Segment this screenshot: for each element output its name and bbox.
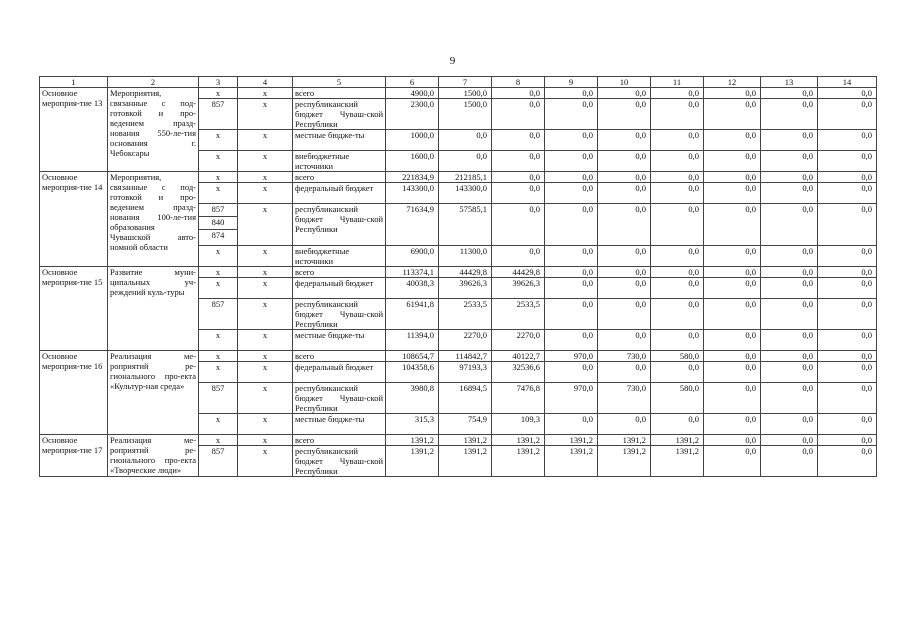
amount-cell: 0,0 bbox=[704, 267, 761, 278]
code-value: x bbox=[215, 278, 221, 288]
amount-cell: 730,0 bbox=[598, 383, 651, 414]
amount-cell: 0,0 bbox=[704, 414, 761, 435]
code-cell bbox=[199, 446, 238, 477]
amount-cell: 0,0 bbox=[492, 151, 545, 172]
section-code-cell: x bbox=[238, 351, 293, 362]
amount-cell: 0,0 bbox=[598, 267, 651, 278]
amount-cell: 0,0 bbox=[761, 151, 818, 172]
table-row bbox=[40, 88, 877, 99]
code-cell bbox=[199, 362, 238, 383]
amount-cell: 0,0 bbox=[818, 351, 877, 362]
amount-cell: 2270,0 bbox=[439, 330, 492, 351]
funding-source-cell: внебюджетные источники bbox=[293, 151, 386, 172]
funding-source-cell: местные бюдже-ты bbox=[293, 330, 386, 351]
amount-cell: 0,0 bbox=[818, 330, 877, 351]
section-code-cell: x bbox=[238, 446, 293, 477]
amount-cell: 1391,2 bbox=[386, 446, 439, 477]
code-cell bbox=[199, 130, 238, 151]
amount-cell: 1600,0 bbox=[386, 151, 439, 172]
code-value: x bbox=[215, 330, 221, 340]
amount-cell: 0,0 bbox=[761, 246, 818, 267]
funding-source-cell: всего bbox=[293, 351, 386, 362]
header-cell: 4 bbox=[238, 77, 293, 88]
amount-cell: 0,0 bbox=[651, 330, 704, 351]
amount-cell: 0,0 bbox=[651, 246, 704, 267]
section-code-cell: x bbox=[238, 204, 293, 246]
amount-cell: 0,0 bbox=[818, 362, 877, 383]
amount-cell: 0,0 bbox=[598, 99, 651, 130]
amount-cell: 2300,0 bbox=[386, 99, 439, 130]
code-value: x bbox=[215, 414, 221, 424]
amount-cell: 0,0 bbox=[545, 88, 598, 99]
measure-name-cell: Основное мероприя-тие 15 bbox=[40, 267, 108, 351]
amount-cell: 0,0 bbox=[651, 130, 704, 151]
table-row bbox=[40, 267, 877, 278]
section-code-cell: x bbox=[238, 99, 293, 130]
amount-cell: 7476,8 bbox=[492, 383, 545, 414]
code-cell bbox=[199, 267, 238, 278]
amount-cell: 0,0 bbox=[545, 278, 598, 299]
amount-cell: 1391,2 bbox=[492, 446, 545, 477]
amount-cell: 16894,5 bbox=[439, 383, 492, 414]
amount-cell: 0,0 bbox=[704, 362, 761, 383]
amount-cell: 0,0 bbox=[439, 130, 492, 151]
amount-cell: 0,0 bbox=[761, 299, 818, 330]
code-cell bbox=[199, 172, 238, 183]
code-value: 840 bbox=[199, 217, 237, 230]
code-value: x bbox=[215, 172, 221, 182]
amount-cell: 1000,0 bbox=[386, 130, 439, 151]
amount-cell: 1391,2 bbox=[598, 446, 651, 477]
funding-source-cell: местные бюдже-ты bbox=[293, 414, 386, 435]
measure-name-cell: Основное мероприя-тие 13 bbox=[40, 88, 108, 172]
amount-cell: 0,0 bbox=[598, 130, 651, 151]
amount-cell: 0,0 bbox=[704, 351, 761, 362]
budget-table bbox=[39, 76, 877, 477]
amount-cell: 0,0 bbox=[598, 172, 651, 183]
code-cell bbox=[199, 435, 238, 446]
amount-cell: 970,0 bbox=[545, 351, 598, 362]
code-cell bbox=[199, 383, 238, 414]
code-cell bbox=[199, 351, 238, 362]
section-code-cell: x bbox=[238, 414, 293, 435]
table-row bbox=[40, 172, 877, 183]
funding-source-cell: республиканский бюджет Чуваш-ской Республики bbox=[293, 383, 386, 414]
amount-cell: 0,0 bbox=[818, 383, 877, 414]
amount-cell: 0,0 bbox=[704, 130, 761, 151]
header-cell: 11 bbox=[651, 77, 704, 88]
amount-cell: 0,0 bbox=[545, 99, 598, 130]
amount-cell: 0,0 bbox=[651, 414, 704, 435]
amount-cell: 0,0 bbox=[761, 330, 818, 351]
header-cell: 13 bbox=[761, 77, 818, 88]
section-code-cell: x bbox=[238, 172, 293, 183]
measure-desc-cell: Реализация ме-роприятий ре-гионального про-екта «Творческие люди» bbox=[108, 435, 199, 477]
amount-cell: 0,0 bbox=[598, 278, 651, 299]
amount-cell: 0,0 bbox=[818, 88, 877, 99]
amount-cell: 0,0 bbox=[651, 362, 704, 383]
funding-source-cell: внебюджетные источники bbox=[293, 246, 386, 267]
header-cell: 1 bbox=[40, 77, 108, 88]
amount-cell: 2270,0 bbox=[492, 330, 545, 351]
amount-cell: 0,0 bbox=[492, 99, 545, 130]
amount-cell: 1391,2 bbox=[598, 435, 651, 446]
amount-cell: 0,0 bbox=[545, 362, 598, 383]
amount-cell: 0,0 bbox=[761, 383, 818, 414]
amount-cell: 0,0 bbox=[761, 183, 818, 204]
amount-cell: 0,0 bbox=[651, 99, 704, 130]
amount-cell: 113374,1 bbox=[386, 267, 439, 278]
funding-source-cell: всего bbox=[293, 172, 386, 183]
measure-desc-cell: Мероприятия, связанные с под-готовкой и про-ведением празд-нования 550-ле-тия основания г. Чебоксары bbox=[108, 88, 199, 172]
section-code-cell: x bbox=[238, 330, 293, 351]
measure-desc-cell: Мероприятия, связанные с под-готовкой и про-ведением празд-нования 100-ле-тия образования Чувашской авто-номной области bbox=[108, 172, 199, 267]
amount-cell: 0,0 bbox=[651, 299, 704, 330]
amount-cell: 0,0 bbox=[704, 330, 761, 351]
amount-cell: 0,0 bbox=[492, 183, 545, 204]
amount-cell: 97193,3 bbox=[439, 362, 492, 383]
amount-cell: 40122,7 bbox=[492, 351, 545, 362]
amount-cell: 0,0 bbox=[598, 330, 651, 351]
funding-source-cell: всего bbox=[293, 267, 386, 278]
amount-cell: 0,0 bbox=[761, 351, 818, 362]
measure-name-cell: Основное мероприя-тие 16 bbox=[40, 351, 108, 435]
header-cell: 7 bbox=[439, 77, 492, 88]
header-cell: 2 bbox=[108, 77, 199, 88]
amount-cell: 1391,2 bbox=[545, 446, 598, 477]
amount-cell: 44429,8 bbox=[492, 267, 545, 278]
amount-cell: 0,0 bbox=[704, 99, 761, 130]
section-code-cell: x bbox=[238, 246, 293, 267]
section-code-cell: x bbox=[238, 278, 293, 299]
amount-cell: 0,0 bbox=[704, 151, 761, 172]
amount-cell: 39626,3 bbox=[439, 278, 492, 299]
amount-cell: 580,0 bbox=[651, 351, 704, 362]
amount-cell: 0,0 bbox=[651, 88, 704, 99]
amount-cell: 0,0 bbox=[598, 204, 651, 246]
code-cell bbox=[199, 246, 238, 267]
code-value: 857 bbox=[199, 204, 237, 217]
amount-cell: 0,0 bbox=[818, 278, 877, 299]
code-value: 857 bbox=[211, 299, 225, 309]
code-cell bbox=[199, 99, 238, 130]
funding-source-cell: республиканский бюджет Чуваш-ской Республики bbox=[293, 204, 386, 246]
amount-cell: 0,0 bbox=[598, 246, 651, 267]
measure-desc-cell: Развитие муни-ципальных уч-реждений куль-туры bbox=[108, 267, 199, 351]
funding-source-cell: республиканский бюджет Чуваш-ской Республики bbox=[293, 299, 386, 330]
measure-desc-cell: Реализация ме-роприятий ре-гионального про-екта «Культур-ная среда» bbox=[108, 351, 199, 435]
amount-cell: 1391,2 bbox=[439, 446, 492, 477]
amount-cell: 0,0 bbox=[818, 446, 877, 477]
code-cell bbox=[199, 330, 238, 351]
amount-cell: 0,0 bbox=[439, 151, 492, 172]
amount-cell: 71634,9 bbox=[386, 204, 439, 246]
code-cell bbox=[199, 299, 238, 330]
amount-cell: 0,0 bbox=[598, 414, 651, 435]
amount-cell: 3980,8 bbox=[386, 383, 439, 414]
amount-cell: 0,0 bbox=[651, 172, 704, 183]
code-value: x bbox=[215, 267, 221, 277]
code-value: x bbox=[215, 246, 221, 256]
amount-cell: 0,0 bbox=[761, 414, 818, 435]
header-cell: 3 bbox=[199, 77, 238, 88]
code-cell bbox=[199, 414, 238, 435]
amount-cell: 0,0 bbox=[651, 151, 704, 172]
amount-cell: 0,0 bbox=[545, 172, 598, 183]
amount-cell: 1391,2 bbox=[439, 435, 492, 446]
amount-cell: 1391,2 bbox=[651, 446, 704, 477]
amount-cell: 61941,8 bbox=[386, 299, 439, 330]
amount-cell: 0,0 bbox=[761, 99, 818, 130]
amount-cell: 0,0 bbox=[598, 151, 651, 172]
amount-cell: 6900,0 bbox=[386, 246, 439, 267]
amount-cell: 32536,6 bbox=[492, 362, 545, 383]
header-cell: 14 bbox=[818, 77, 877, 88]
amount-cell: 108654,7 bbox=[386, 351, 439, 362]
amount-cell: 0,0 bbox=[704, 383, 761, 414]
amount-cell: 0,0 bbox=[492, 130, 545, 151]
amount-cell: 0,0 bbox=[545, 246, 598, 267]
amount-cell: 0,0 bbox=[545, 414, 598, 435]
measure-name-cell: Основное мероприя-тие 14 bbox=[40, 172, 108, 267]
section-code-cell: x bbox=[238, 130, 293, 151]
amount-cell: 0,0 bbox=[818, 267, 877, 278]
code-cell bbox=[199, 88, 238, 99]
amount-cell: 0,0 bbox=[704, 278, 761, 299]
amount-cell: 0,0 bbox=[818, 246, 877, 267]
funding-source-cell: федеральный бюджет bbox=[293, 183, 386, 204]
section-code-cell: x bbox=[238, 151, 293, 172]
code-cell bbox=[199, 151, 238, 172]
section-code-cell: x bbox=[238, 267, 293, 278]
amount-cell: 11394,0 bbox=[386, 330, 439, 351]
code-value: x bbox=[215, 435, 221, 445]
section-code-cell: x bbox=[238, 88, 293, 99]
amount-cell: 0,0 bbox=[651, 267, 704, 278]
funding-source-cell: всего bbox=[293, 435, 386, 446]
amount-cell: 0,0 bbox=[761, 362, 818, 383]
header-cell: 9 bbox=[545, 77, 598, 88]
amount-cell: 0,0 bbox=[761, 130, 818, 151]
amount-cell: 315,3 bbox=[386, 414, 439, 435]
code-cell bbox=[199, 278, 238, 299]
amount-cell: 221834,9 bbox=[386, 172, 439, 183]
amount-cell: 0,0 bbox=[818, 99, 877, 130]
amount-cell: 0,0 bbox=[761, 172, 818, 183]
amount-cell: 0,0 bbox=[598, 88, 651, 99]
amount-cell: 2533,5 bbox=[492, 299, 545, 330]
amount-cell: 0,0 bbox=[651, 204, 704, 246]
header-cell: 10 bbox=[598, 77, 651, 88]
amount-cell: 57585,1 bbox=[439, 204, 492, 246]
amount-cell: 0,0 bbox=[492, 204, 545, 246]
amount-cell: 40038,3 bbox=[386, 278, 439, 299]
code-value: x bbox=[215, 88, 221, 98]
amount-cell: 970,0 bbox=[545, 383, 598, 414]
amount-cell: 0,0 bbox=[704, 246, 761, 267]
amount-cell: 0,0 bbox=[545, 299, 598, 330]
amount-cell: 1391,2 bbox=[492, 435, 545, 446]
amount-cell: 0,0 bbox=[545, 130, 598, 151]
amount-cell: 0,0 bbox=[492, 172, 545, 183]
amount-cell: 0,0 bbox=[818, 151, 877, 172]
amount-cell: 730,0 bbox=[598, 351, 651, 362]
amount-cell: 754,9 bbox=[439, 414, 492, 435]
amount-cell: 114842,7 bbox=[439, 351, 492, 362]
amount-cell: 0,0 bbox=[492, 246, 545, 267]
code-value: 857 bbox=[211, 446, 225, 456]
code-value: 874 bbox=[211, 230, 225, 240]
amount-cell: 0,0 bbox=[818, 414, 877, 435]
amount-cell: 1391,2 bbox=[386, 435, 439, 446]
funding-source-cell: федеральный бюджет bbox=[293, 278, 386, 299]
amount-cell: 0,0 bbox=[704, 435, 761, 446]
amount-cell: 0,0 bbox=[704, 172, 761, 183]
header-row bbox=[40, 77, 877, 88]
funding-source-cell: местные бюдже-ты bbox=[293, 130, 386, 151]
amount-cell: 0,0 bbox=[818, 204, 877, 246]
amount-cell: 4900,0 bbox=[386, 88, 439, 99]
section-code-cell: x bbox=[238, 383, 293, 414]
amount-cell: 143300,0 bbox=[439, 183, 492, 204]
funding-source-cell: республиканский бюджет Чуваш-ской Республики bbox=[293, 446, 386, 477]
amount-cell: 212185,1 bbox=[439, 172, 492, 183]
amount-cell: 0,0 bbox=[761, 278, 818, 299]
code-value: x bbox=[215, 351, 221, 361]
header-cell: 6 bbox=[386, 77, 439, 88]
amount-cell: 0,0 bbox=[598, 183, 651, 204]
amount-cell: 0,0 bbox=[492, 88, 545, 99]
code-value: 857 bbox=[211, 99, 225, 109]
amount-cell: 0,0 bbox=[818, 130, 877, 151]
amount-cell: 109,3 bbox=[492, 414, 545, 435]
code-value: x bbox=[215, 183, 221, 193]
amount-cell: 0,0 bbox=[651, 183, 704, 204]
code-value: 857 bbox=[211, 383, 225, 393]
measure-name-cell: Основное мероприя-тие 17 bbox=[40, 435, 108, 477]
amount-cell: 0,0 bbox=[598, 362, 651, 383]
amount-cell: 0,0 bbox=[704, 299, 761, 330]
amount-cell: 39626,3 bbox=[492, 278, 545, 299]
amount-cell: 2533,5 bbox=[439, 299, 492, 330]
amount-cell: 44429,8 bbox=[439, 267, 492, 278]
section-code-cell: x bbox=[238, 183, 293, 204]
table-row bbox=[40, 351, 877, 362]
header-cell: 5 bbox=[293, 77, 386, 88]
funding-source-cell: федеральный бюджет bbox=[293, 362, 386, 383]
code-value: x bbox=[215, 130, 221, 140]
amount-cell: 0,0 bbox=[545, 267, 598, 278]
code-value: x bbox=[215, 362, 221, 372]
amount-cell: 0,0 bbox=[761, 446, 818, 477]
amount-cell: 1500,0 bbox=[439, 88, 492, 99]
amount-cell: 143300,0 bbox=[386, 183, 439, 204]
amount-cell: 11300,0 bbox=[439, 246, 492, 267]
funding-source-cell: всего bbox=[293, 88, 386, 99]
amount-cell: 0,0 bbox=[761, 435, 818, 446]
amount-cell: 1391,2 bbox=[545, 435, 598, 446]
amount-cell: 0,0 bbox=[651, 278, 704, 299]
code-cell bbox=[199, 183, 238, 204]
amount-cell: 0,0 bbox=[704, 204, 761, 246]
amount-cell: 0,0 bbox=[704, 183, 761, 204]
amount-cell: 0,0 bbox=[545, 183, 598, 204]
amount-cell: 0,0 bbox=[761, 88, 818, 99]
amount-cell: 0,0 bbox=[818, 172, 877, 183]
amount-cell: 104358,6 bbox=[386, 362, 439, 383]
amount-cell: 0,0 bbox=[761, 267, 818, 278]
page-number: 9 bbox=[449, 55, 456, 67]
header-cell: 12 bbox=[704, 77, 761, 88]
section-code-cell: x bbox=[238, 435, 293, 446]
funding-source-cell: республиканский бюджет Чуваш-ской Республики bbox=[293, 99, 386, 130]
section-code-cell: x bbox=[238, 362, 293, 383]
code-cell bbox=[199, 204, 238, 246]
amount-cell: 0,0 bbox=[545, 330, 598, 351]
amount-cell: 0,0 bbox=[704, 446, 761, 477]
amount-cell: 0,0 bbox=[818, 435, 877, 446]
code-value: x bbox=[215, 151, 221, 161]
amount-cell: 0,0 bbox=[818, 183, 877, 204]
header-cell: 8 bbox=[492, 77, 545, 88]
amount-cell: 0,0 bbox=[545, 204, 598, 246]
section-code-cell: x bbox=[238, 299, 293, 330]
amount-cell: 0,0 bbox=[545, 151, 598, 172]
amount-cell: 580,0 bbox=[651, 383, 704, 414]
amount-cell: 1500,0 bbox=[439, 99, 492, 130]
amount-cell: 0,0 bbox=[704, 88, 761, 99]
amount-cell: 0,0 bbox=[598, 299, 651, 330]
amount-cell: 0,0 bbox=[818, 299, 877, 330]
amount-cell: 1391,2 bbox=[651, 435, 704, 446]
amount-cell: 0,0 bbox=[761, 204, 818, 246]
table-row bbox=[40, 435, 877, 446]
